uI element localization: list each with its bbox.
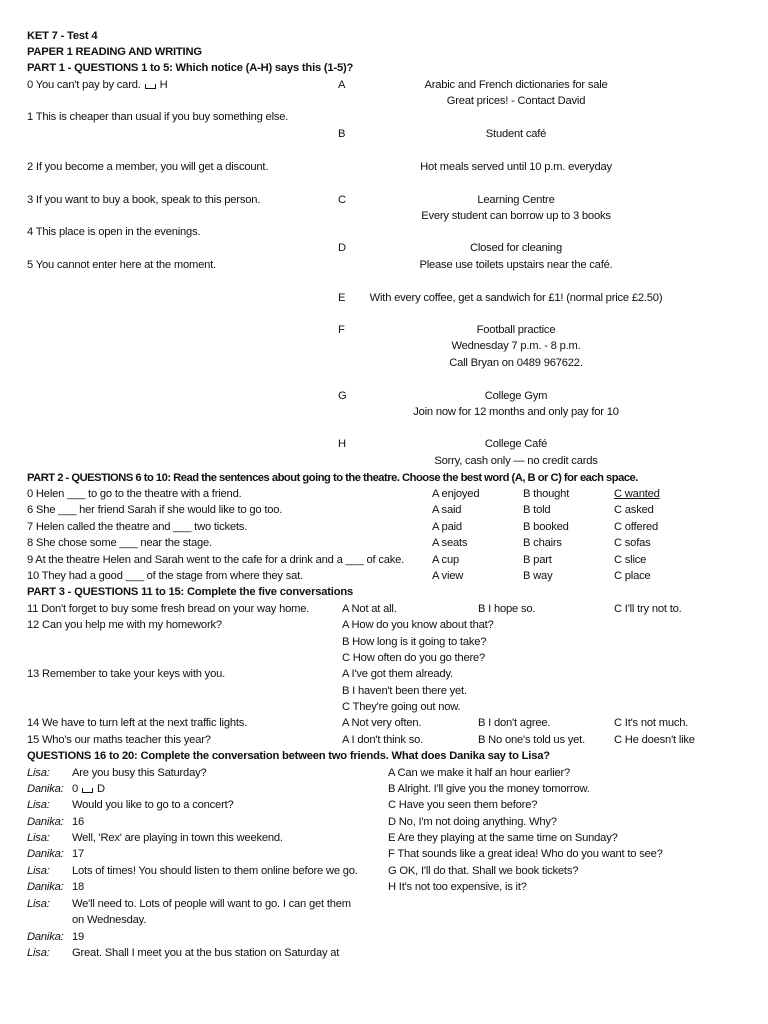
part3-q14-option-b: B I don't agree. xyxy=(478,717,551,729)
notice-c-line2: Every student can borrow up to 3 books xyxy=(421,210,611,222)
part3-q12-option-a: A How do you know about that? xyxy=(342,619,494,631)
part2-q10-option-a: A view xyxy=(432,570,464,582)
part3-question-12: 12 Can you help me with my homework? xyxy=(27,619,222,631)
notice-letter-f: F xyxy=(338,324,345,336)
speaker-lisa: Lisa: xyxy=(27,865,50,877)
part2-q8-option-a: A seats xyxy=(432,537,468,549)
part2-q0-option-b: B thought xyxy=(523,488,570,500)
dialogue-line: Would you like to go to a concert? xyxy=(72,799,234,811)
part2-question-10: 10 They had a good ___ of the stage from where they sat. xyxy=(27,570,303,582)
part3-question-14: 14 We have to turn left at the next traffic lights. xyxy=(27,717,248,729)
notice-letter-b: B xyxy=(338,128,346,140)
part2-q9-option-a: A cup xyxy=(432,554,459,566)
part3-title: PART 3 - QUESTIONS 11 to 15: Complete the five conversations xyxy=(27,586,353,598)
part3-q15-option-a: A I don't think so. xyxy=(342,734,424,746)
notice-b-line1: Student café xyxy=(485,128,547,140)
speaker-danika: Danika: xyxy=(27,848,64,860)
part2-q6-option-b: B told xyxy=(523,504,551,516)
part4-option-b: B Alright. I'll give you the money tomorrow. xyxy=(388,783,590,795)
part2-q9-option-b: B part xyxy=(523,554,552,566)
part3-q15-option-b: B No one's told us yet. xyxy=(478,734,585,746)
notice-g-line1: College Gym xyxy=(484,390,548,402)
notice-letter-c: C xyxy=(338,194,346,206)
dialogue-line: Well, 'Rex' are playing in town this weekend. xyxy=(72,832,283,844)
notice-c-line1: Learning Centre xyxy=(477,194,555,206)
part2-question-8: 8 She chose some ___ near the stage. xyxy=(27,537,212,549)
notice-h-line2: Sorry, cash only — no credit cards xyxy=(434,455,598,467)
notice-letter-g: G xyxy=(338,390,347,402)
dialogue-line: Great. Shall I meet you at the bus station on Saturday at xyxy=(72,947,340,959)
notice-a-line1: Arabic and French dictionaries for sale xyxy=(424,79,608,91)
part3-q11-option-b: B I hope so. xyxy=(478,603,536,615)
example-answer: H xyxy=(159,79,168,91)
speaker-danika: Danika: xyxy=(27,881,64,893)
notice-letter-h: H xyxy=(338,438,346,450)
part3-q13-option-a: A I've got them already. xyxy=(342,668,453,680)
part2-q9-option-c: C slice xyxy=(614,554,647,566)
part3-q11-option-c: C I'll try not to. xyxy=(614,603,682,615)
part1-question-5: 5 You cannot enter here at the moment. xyxy=(27,259,216,271)
part3-question-11: 11 Don't forget to buy some fresh bread on your way home. xyxy=(27,603,310,615)
part1-question-4: 4 This place is open in the evenings. xyxy=(27,226,201,238)
notice-h-line1: College Café xyxy=(484,438,548,450)
part2-q7-option-c: C offered xyxy=(614,521,659,533)
notice-letter-e: E xyxy=(338,292,346,304)
speaker-lisa: Lisa: xyxy=(27,767,50,779)
dialogue-line: We'll need to. Lots of people will want to go. I can get them xyxy=(72,898,351,910)
part4-option-e: E Are they playing at the same time on Sunday? xyxy=(388,832,618,844)
notice-a-line2: Great prices! - Contact David xyxy=(446,95,586,107)
paper-title: PAPER 1 READING AND WRITING xyxy=(27,46,202,58)
part2-q10-option-b: B way xyxy=(523,570,553,582)
dialogue-line: Lots of times! You should listen to them online before we go. xyxy=(72,865,358,877)
part1-question-1: 1 This is cheaper than usual if you buy something else. xyxy=(27,111,289,123)
notice-d-line2: Please use toilets upstairs near the café. xyxy=(419,259,613,271)
part3-q15-option-c: C He doesn't like xyxy=(614,734,695,746)
part2-q6-option-c: C asked xyxy=(614,504,654,516)
part1-question-2: 2 If you become a member, you will get a discount. xyxy=(27,161,269,173)
dialogue-line: 17 xyxy=(72,848,85,860)
speaker-lisa: Lisa: xyxy=(27,799,50,811)
part4-title: QUESTIONS 16 to 20: Complete the conversation between two friends. What does Danika say to Lisa? xyxy=(27,750,550,762)
part3-q14-option-c: C It's not much. xyxy=(614,717,689,729)
part3-q14-option-a: A Not very often. xyxy=(342,717,422,729)
speaker-lisa: Lisa: xyxy=(27,898,50,910)
part2-q8-option-c: C sofas xyxy=(614,537,651,549)
part3-q12-option-c: C How often do you go there? xyxy=(342,652,486,664)
dialogue-line: 16 xyxy=(72,816,85,828)
part3-question-13: 13 Remember to take your keys with you. xyxy=(27,668,226,680)
dialogue-line: on Wednesday. xyxy=(72,914,147,926)
part4-option-a: A Can we make it half an hour earlier? xyxy=(388,767,571,779)
part3-q11-option-a: A Not at all. xyxy=(342,603,397,615)
part1-question-0: 0 You can't pay by card. H xyxy=(27,79,168,91)
part2-q0-option-a: A enjoyed xyxy=(432,488,480,500)
part2-question-7: 7 Helen called the theatre and ___ two tickets. xyxy=(27,521,248,533)
notice-f-line1: Football practice xyxy=(476,324,556,336)
speaker-lisa: Lisa: xyxy=(27,832,50,844)
part2-title: PART 2 - QUESTIONS 6 to 10: Read the sentences about going to the theatre. Choose the best word (A, B or C) for each space. xyxy=(27,472,638,484)
part4-option-c: C Have you seen them before? xyxy=(388,799,538,811)
notice-d-line1: Closed for cleaning xyxy=(470,242,562,254)
test-title: KET 7 - Test 4 xyxy=(27,30,98,42)
notice-letter-d: D xyxy=(338,242,346,254)
part2-q8-option-b: B chairs xyxy=(523,537,562,549)
speaker-danika: Danika: xyxy=(27,783,64,795)
speaker-danika: Danika: xyxy=(27,816,64,828)
part2-question-0: 0 Helen ___ to go to the theatre with a friend. xyxy=(27,488,242,500)
notice-letter-a: A xyxy=(338,79,346,91)
part4-option-g: G OK, I'll do that. Shall we book tickets? xyxy=(388,865,579,877)
speaker-danika: Danika: xyxy=(27,931,64,943)
dialogue-line: 18 xyxy=(72,881,85,893)
notice-b-line2: Hot meals served until 10 p.m. everyday xyxy=(420,161,612,173)
part3-question-15: 15 Who's our maths teacher this year? xyxy=(27,734,211,746)
part2-q0-option-c: C wanted xyxy=(614,488,660,500)
notice-e-line1: With every coffee, get a sandwich for £1! (normal price £2.50) xyxy=(369,292,663,304)
part4-option-f: F That sounds like a great idea! Who do you want to see? xyxy=(388,848,663,860)
notice-f-line2: Wednesday 7 p.m. - 8 p.m. xyxy=(451,340,581,352)
dialogue-line: 19 xyxy=(72,931,85,943)
part2-q7-option-a: A paid xyxy=(432,521,462,533)
part2-q6-option-a: A said xyxy=(432,504,462,516)
notice-g-line2: Join now for 12 months and only pay for 10 xyxy=(413,406,619,418)
dialogue-line: Are you busy this Saturday? xyxy=(72,767,207,779)
part3-q13-option-c: C They're going out now. xyxy=(342,701,461,713)
part2-q7-option-b: B booked xyxy=(523,521,569,533)
part2-question-9: 9 At the theatre Helen and Sarah went to the cafe for a drink and a ___ of cake. xyxy=(27,554,405,566)
part1-question-3: 3 If you want to buy a book, speak to this person. xyxy=(27,194,261,206)
part2-question-6: 6 She ___ her friend Sarah if she would like to go too. xyxy=(27,504,283,516)
answer-blank xyxy=(82,788,93,793)
dialogue-line: 0 D xyxy=(72,783,105,795)
part1-title: PART 1 - QUESTIONS 1 to 5: Which notice (A-H) says this (1-5)? xyxy=(27,62,354,74)
part2-q10-option-c: C place xyxy=(614,570,651,582)
part4-option-d: D No, I'm not doing anything. Why? xyxy=(388,816,557,828)
part4-option-h: H It's not too expensive, is it? xyxy=(388,881,527,893)
answer-blank xyxy=(145,84,156,89)
speaker-lisa: Lisa: xyxy=(27,947,50,959)
notice-f-line3: Call Bryan on 0489 967622. xyxy=(449,357,583,369)
part3-q13-option-b: B I haven't been there yet. xyxy=(342,685,467,697)
part3-q12-option-b: B How long is it going to take? xyxy=(342,636,487,648)
